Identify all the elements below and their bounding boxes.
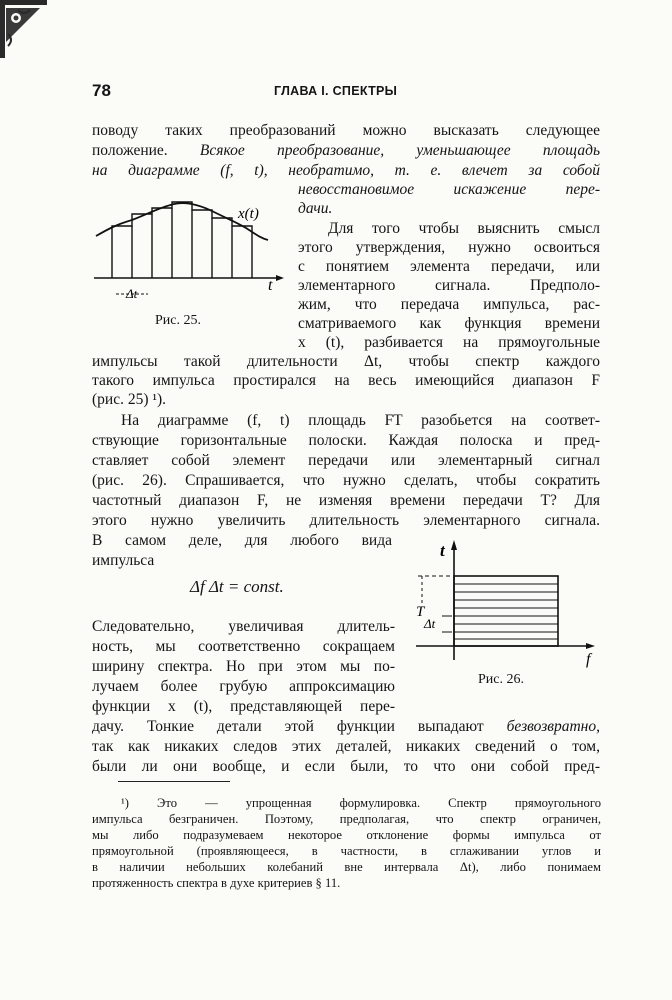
- text-line: импульса: [92, 552, 155, 569]
- text-line: [92, 717, 600, 737]
- figure-25: [88, 192, 288, 316]
- text-line: жим, что передача импульса, рас-: [298, 296, 600, 313]
- text-line: такого импульса простирался на весь имеющийся диапазон F: [92, 372, 600, 389]
- horizontal-strips: [454, 584, 558, 639]
- text-span: положение.: [92, 142, 200, 159]
- footnote-line: импульса безграничен. Поэтому, предполагая, что спектр ограничен,: [92, 812, 601, 826]
- text-line: элементарного сигнала. Предполо-: [298, 277, 600, 294]
- text-line: ставляет собой элемент передачи или элементарный сигнал: [92, 452, 600, 469]
- area-FT: [454, 576, 558, 646]
- text-line: с понятием элемента передачи, или: [298, 258, 600, 275]
- delta-t-label: Δt: [126, 286, 138, 301]
- text-line: x (t), разбивается на прямоугольные: [298, 334, 600, 351]
- text-line: были ли они вообще, и если были, то что они собой пред-: [92, 758, 600, 775]
- footnote-line: прямоугольной (проявляющееся, в частности, в сглаживании углов и: [92, 844, 601, 858]
- footnote-line: протяженность спектра в духе критериев § 11.: [92, 876, 341, 890]
- text-line: этого нужно увеличить длительность элементарного сигнала.: [92, 512, 600, 529]
- text-line: невосстановимое искажение пере-: [298, 181, 600, 198]
- rectangular-pulses: [112, 202, 252, 278]
- figure-26-caption: Рис. 26.: [478, 672, 524, 687]
- text-line: частотный диапазон F, не изменяя времени передачи T? Для: [92, 492, 600, 509]
- running-title: ГЛАВА I. СПЕКТРЫ: [274, 84, 398, 98]
- footnote-rule: [118, 781, 230, 782]
- t-axis-label: t: [440, 541, 445, 560]
- emphasis-span: Всякое преобразование, уменьшающее площадь: [199, 142, 601, 159]
- page-number: 78: [92, 81, 111, 100]
- text-line: сматриваемого как функция времени: [298, 315, 600, 332]
- footnote-line: в наличии небольших колебаний вне интервала Δt), либо понимаем: [92, 860, 601, 874]
- text-line: Для того чтобы выяснить смысл: [328, 220, 600, 237]
- text-line: так как никаких следов этих деталей, никаких сведений о том,: [92, 738, 600, 755]
- text-line: на диаграмме (f, t), необратимо, т. е. влечет за собой: [92, 162, 600, 179]
- text-line: этого утверждения, нужно освоиться: [298, 239, 600, 256]
- f-axis-arrow: [586, 643, 595, 649]
- figure-26: [402, 538, 602, 672]
- text-line: [92, 141, 600, 161]
- emphasis-span: безвозвратно,: [506, 718, 600, 735]
- time-axis-arrow: [276, 275, 284, 281]
- figure-25-caption: Рис. 25.: [155, 313, 201, 328]
- text-line: функции x (t), представляющей пере-: [92, 698, 395, 715]
- text-line: В самом деле, для любого вида: [92, 532, 392, 549]
- t-axis-label: t: [268, 277, 273, 294]
- text-line: лучаем более грубую аппроксимацию: [92, 678, 395, 695]
- text-line: Следовательно, увеличивая длитель-: [92, 618, 395, 635]
- text-line: ширину спектра. Но при этом мы по-: [92, 658, 395, 675]
- T-label: T: [416, 604, 425, 620]
- text-line: (рис. 26). Спрашивается, что нужно сделать, чтобы сократить: [92, 472, 600, 489]
- footnote-line: мы либо подразумеваем некоторое отклонение формы импульса от: [92, 828, 601, 842]
- f-axis-label: f: [586, 651, 591, 668]
- corner-ornament: [0, 0, 52, 62]
- text-span: дачу. Тонкие детали этой функции выпадают: [92, 718, 507, 735]
- text-line: ствующие горизонтальные полоски. Каждая полоска и пред-: [92, 432, 600, 449]
- text-line: (рис. 25) ¹).: [92, 391, 167, 408]
- footnote-line: ¹) Это — упрощенная формулировка. Спектр прямоугольного: [121, 796, 601, 810]
- text-line: импульсы такой длительности Δt, чтобы спектр каждого: [92, 353, 600, 370]
- formula: Δf Δt = const.: [190, 577, 284, 596]
- text-line: На диаграмме (f, t) площадь FT разобьется на соответ-: [121, 412, 600, 429]
- curve-label: x(t): [238, 206, 259, 222]
- text-line: дачи.: [298, 200, 333, 217]
- text-line: поводу таких преобразований можно высказать следующее: [92, 122, 600, 139]
- delta-t-label: Δt: [424, 616, 436, 631]
- text-line: ность, мы соответственно сокращаем: [92, 638, 395, 655]
- t-axis-arrow: [451, 540, 457, 550]
